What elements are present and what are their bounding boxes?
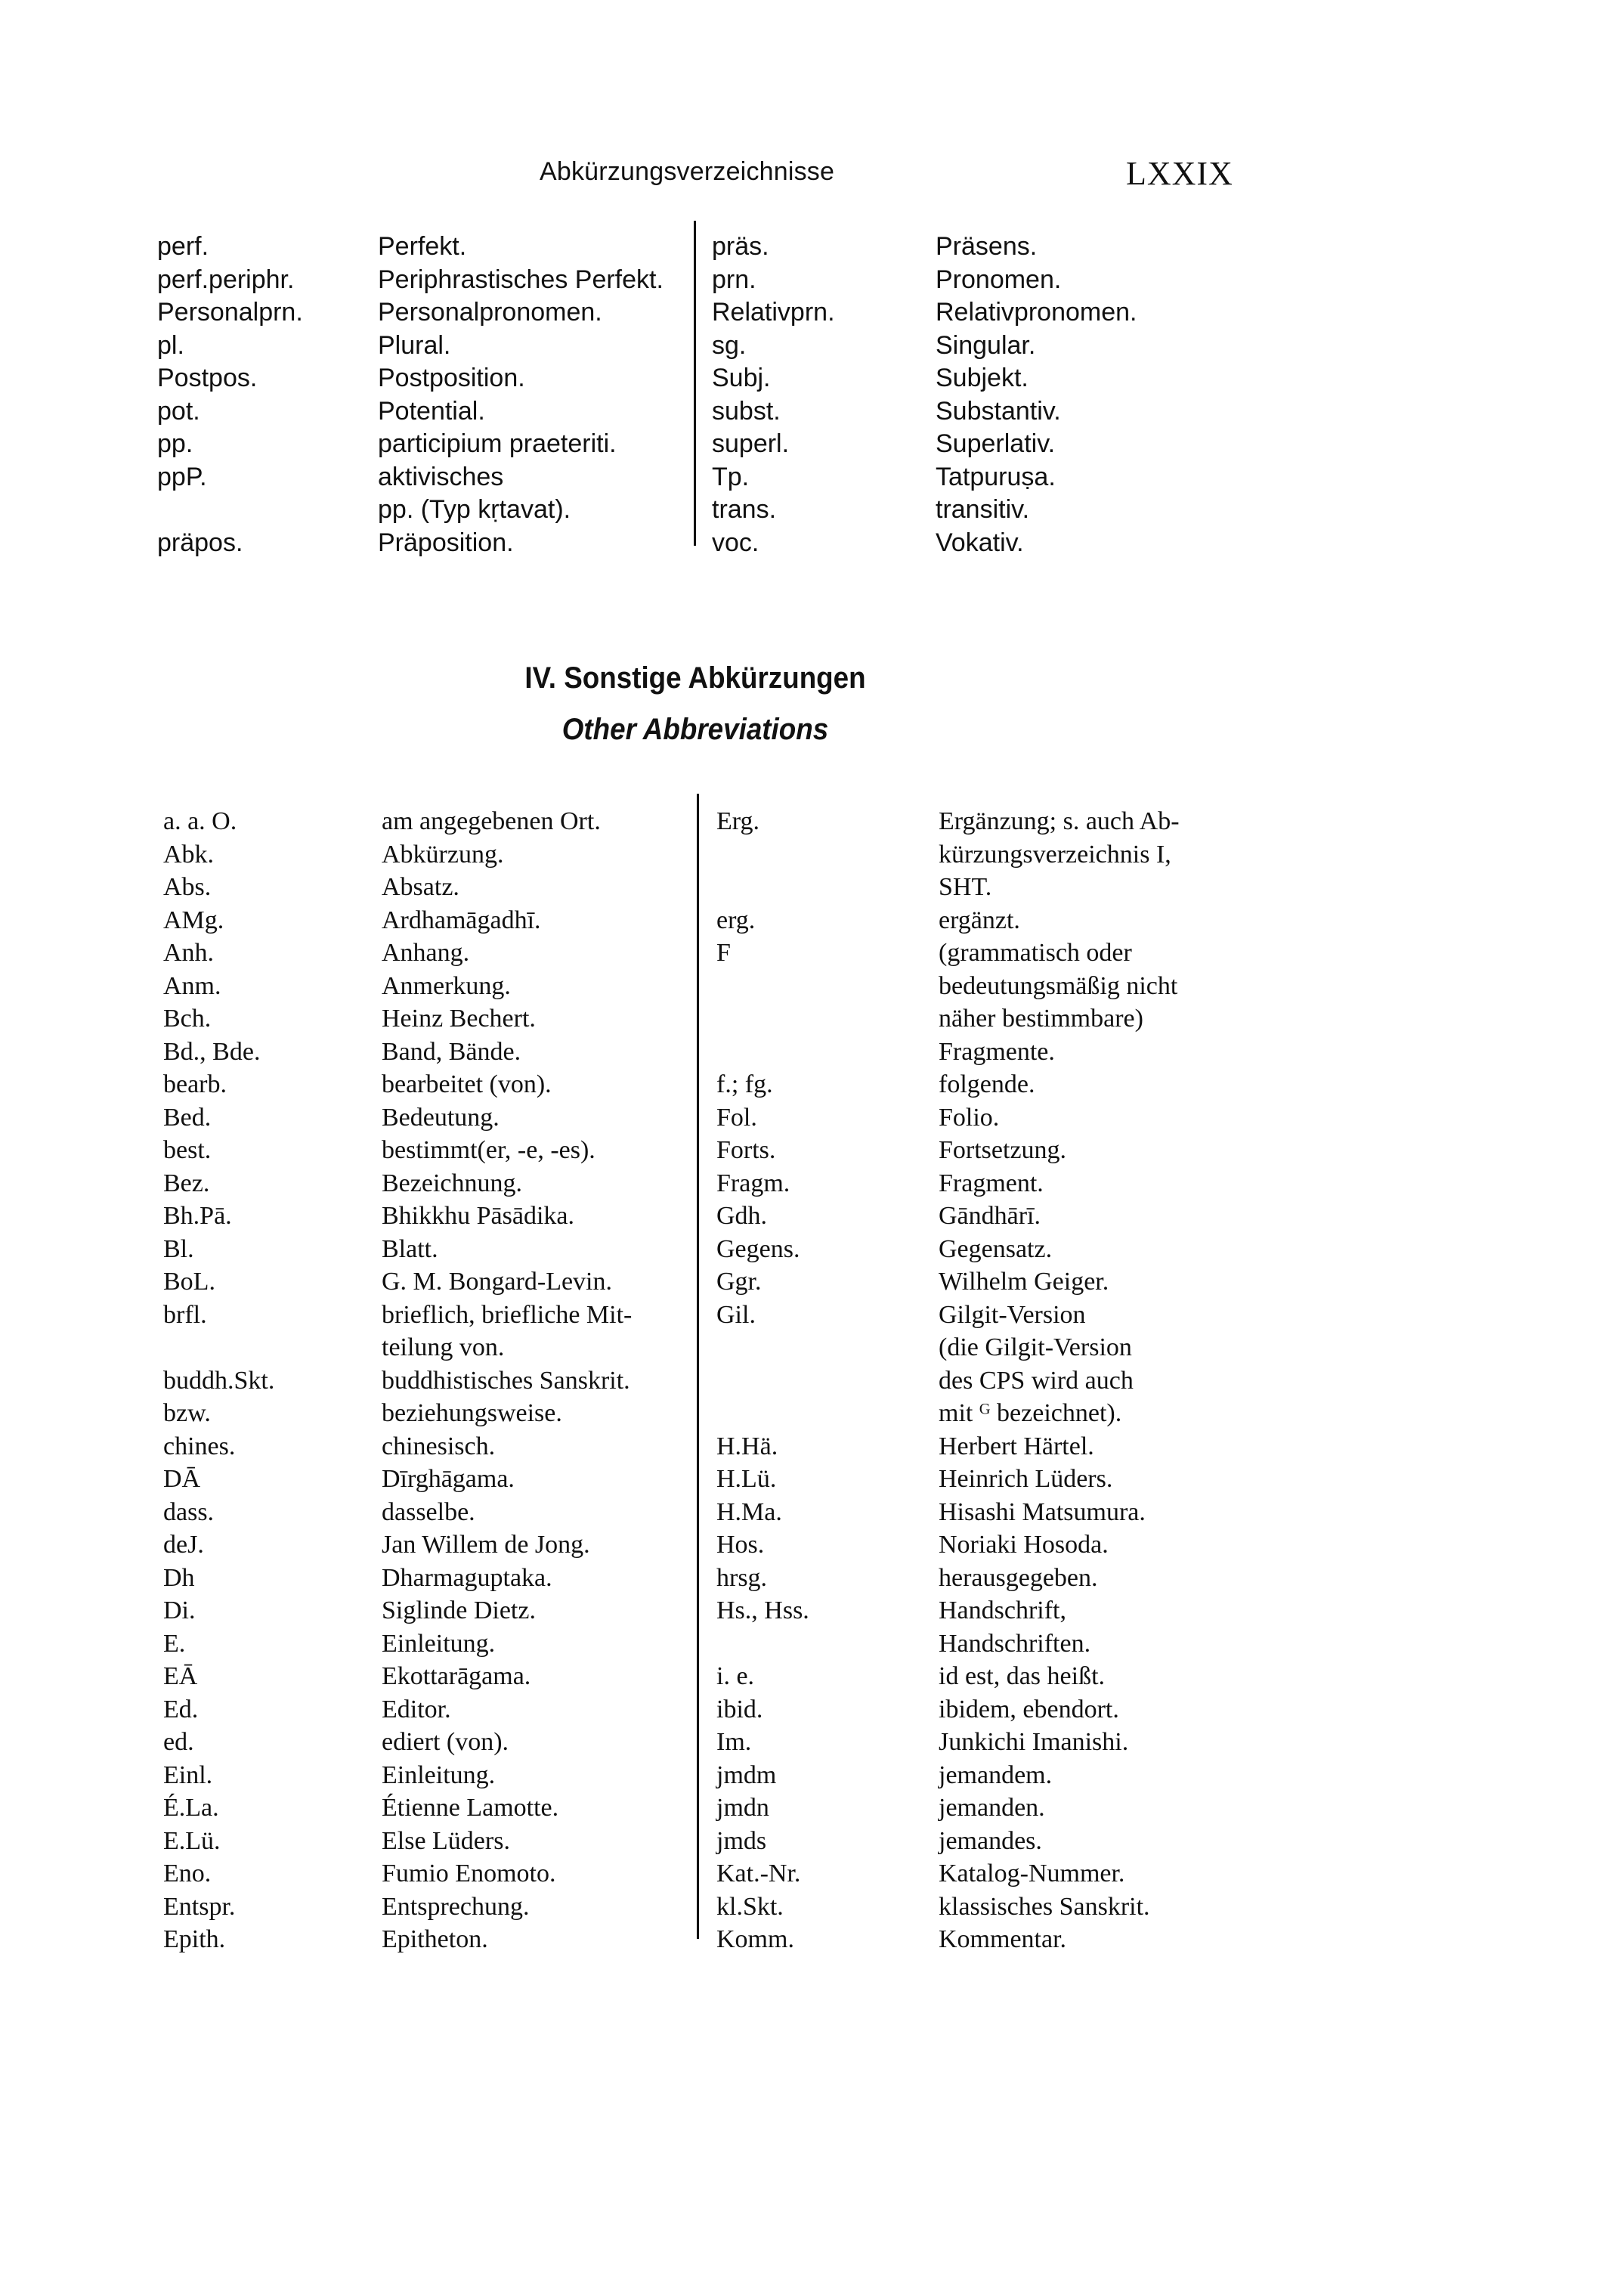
abbreviation-entry: E. <box>163 1629 186 1658</box>
meaning-entry: Entsprechung. <box>382 1892 530 1921</box>
abbreviation-entry: a. a. O. <box>163 807 237 835</box>
abbreviation-entry: hrsg. <box>716 1563 768 1592</box>
meaning-entry: Plural. <box>378 330 451 360</box>
meaning-entry: Personalpronomen. <box>378 298 602 327</box>
abbreviation-entry: Einl. <box>163 1760 213 1789</box>
abbreviation-entry: bearb. <box>163 1070 227 1098</box>
abbreviation-entry: ed. <box>163 1728 194 1756</box>
meaning-entry: Gilgit-Version <box>939 1300 1086 1329</box>
meaning-entry: kürzungsverzeichnis I, <box>939 840 1171 869</box>
meaning-entry: Bedeutung. <box>382 1103 500 1132</box>
abbreviation-entry: Entspr. <box>163 1892 236 1921</box>
abbreviation-entry: prn. <box>712 265 756 294</box>
meaning-entry: klassisches Sanskrit. <box>939 1892 1150 1921</box>
meaning-entry: Katalog-Nummer. <box>939 1860 1125 1887</box>
meaning-entry: Anmerkung. <box>382 971 511 1000</box>
meaning-entry: jemandes. <box>939 1826 1042 1855</box>
abbreviation-entry: kl.Skt. <box>716 1892 784 1921</box>
abbreviation-entry: Fol. <box>716 1103 757 1132</box>
meaning-entry: Fragment. <box>939 1169 1044 1197</box>
abbreviation-entry: Im. <box>716 1728 752 1756</box>
abbreviation-entry: Fragm. <box>716 1169 790 1197</box>
abbreviation-entry: Bh.Pā. <box>163 1202 232 1230</box>
abbreviation-entry: Di. <box>163 1596 196 1624</box>
abbreviation-entry: präpos. <box>157 528 243 557</box>
meaning-entry: Handschrift, <box>939 1596 1067 1624</box>
abbreviation-entry: Abs. <box>163 873 212 901</box>
meaning-entry: aktivisches <box>378 462 504 491</box>
meaning-entry: jemandem. <box>939 1760 1053 1789</box>
abbreviation-entry: Gegens. <box>716 1234 800 1263</box>
abbreviation-entry: dass. <box>163 1497 215 1526</box>
meaning-entry: des CPS wird auch <box>939 1366 1134 1395</box>
meaning-entry: Vokativ. <box>936 528 1024 557</box>
abbreviation-entry: jmds <box>716 1826 767 1855</box>
meaning-entry: Fortsetzung. <box>939 1136 1067 1164</box>
abbreviation-entry: É.La. <box>163 1794 219 1822</box>
meaning-entry: herausgegeben. <box>939 1563 1098 1592</box>
abbreviation-entry: jmdn <box>716 1794 769 1822</box>
meaning-entry: am angegebenen Ort. <box>382 807 601 835</box>
abbreviation-entry: sg. <box>712 330 747 360</box>
meaning-entry: Siglinde Dietz. <box>382 1596 536 1624</box>
meaning-entry: Ekottarāgama. <box>382 1662 531 1690</box>
meaning-entry: Relativpronomen. <box>936 298 1137 327</box>
meaning-entry: Junkichi Imanishi. <box>939 1728 1129 1756</box>
abbreviation-entry: Eno. <box>163 1860 212 1887</box>
abbreviation-entry <box>716 871 809 904</box>
section-title: IV. Sonstige Abkürzungen <box>524 661 866 695</box>
meaning-entry: Band, Bände. <box>382 1037 521 1066</box>
abbreviation-entry: Postpos. <box>157 364 258 392</box>
meaning-entry: Dharmaguptaka. <box>382 1563 552 1592</box>
meaning-entry: Ergänzung; s. auch Ab- <box>939 807 1180 835</box>
abbreviation-entry: Personalprn. <box>157 298 303 327</box>
meaning-entry: Hisashi Matsumura. <box>939 1497 1146 1526</box>
meaning-entry: Substantiv. <box>936 396 1061 426</box>
abbreviation-entry: DĀ <box>163 1465 201 1493</box>
abbreviation-entry: subst. <box>712 396 781 426</box>
meaning-entry: SHT. <box>939 873 992 901</box>
meaning-entry: (die Gilgit-Version <box>939 1333 1132 1361</box>
abbreviation-entry: H.Lü. <box>716 1465 777 1493</box>
other-left-abbreviation-column <box>163 805 274 1956</box>
abbreviation-entry: pot. <box>157 396 200 426</box>
meaning-entry: Superlativ. <box>936 429 1056 458</box>
meaning-entry: Präposition. <box>378 528 514 557</box>
abbreviation-entry: Abk. <box>163 840 215 869</box>
meaning-entry: Tatpuruṣa. <box>936 462 1056 491</box>
abbreviation-entry: trans. <box>712 495 777 524</box>
meaning-entry: Noriaki Hosoda. <box>939 1531 1109 1559</box>
abbreviation-entry <box>716 1002 809 1036</box>
meaning-entry: Else Lüders. <box>382 1826 510 1855</box>
meaning-entry: Bhikkhu Pāsādika. <box>382 1202 574 1230</box>
abbreviation-entry: buddh.Skt. <box>163 1366 275 1395</box>
abbreviation-entry: Forts. <box>716 1136 776 1164</box>
abbreviation-entry: i. e. <box>716 1662 755 1690</box>
meaning-entry: pp. (Typ kṛtavat). <box>378 495 571 524</box>
meaning-entry: brieflich, briefliche Mit- <box>382 1300 633 1329</box>
meaning-entry: Subjekt. <box>936 364 1029 392</box>
meaning-entry: Gegensatz. <box>939 1234 1053 1263</box>
abbreviation-entry: Gdh. <box>716 1202 768 1230</box>
abbreviation-entry: Relativprn. <box>712 298 835 327</box>
meaning-entry: Folio. <box>939 1103 1000 1132</box>
meaning-entry: bedeutungsmäßig nicht <box>939 971 1178 1000</box>
abbreviation-entry: Hs., Hss. <box>716 1596 809 1624</box>
meaning-entry: ibidem, ebendort. <box>939 1695 1119 1723</box>
abbreviation-entry: jmdm <box>716 1760 777 1789</box>
abbreviation-entry <box>716 1397 809 1430</box>
abbreviation-entry: Bez. <box>163 1169 210 1197</box>
abbreviation-entry: AMg. <box>163 906 224 934</box>
other-column-divider <box>697 794 699 1939</box>
abbreviation-entry <box>716 1627 809 1661</box>
meaning-entry: Abkürzung. <box>382 840 504 869</box>
meaning-entry: Singular. <box>936 330 1036 360</box>
meaning-entry: ergänzt. <box>939 906 1020 934</box>
meaning-entry: Anhang. <box>382 939 470 967</box>
meaning-entry: Einleitung. <box>382 1760 496 1789</box>
meaning-entry: Editor. <box>382 1695 451 1723</box>
meaning-entry: dasselbe. <box>382 1497 475 1526</box>
abbreviation-entry: H.Ma. <box>716 1497 782 1526</box>
meaning-entry: mit ᴳ bezeichnet). <box>939 1399 1122 1427</box>
abbreviation-entry: F <box>716 939 731 967</box>
abbreviation-entry: Bl. <box>163 1234 194 1263</box>
meaning-entry: Fumio Enomoto. <box>382 1860 556 1887</box>
meaning-entry: participium praeteriti. <box>378 429 617 458</box>
abbreviation-entry <box>716 1364 809 1398</box>
abbreviation-entry <box>716 970 809 1003</box>
abbreviation-entry: ppP. <box>157 462 207 491</box>
abbreviation-entry <box>716 1331 809 1364</box>
abbreviation-entry <box>163 1331 274 1364</box>
grammar-right-abbreviation-column <box>712 231 835 559</box>
abbreviation-entry: bzw. <box>163 1399 211 1427</box>
abbreviation-entry: E.Lü. <box>163 1826 221 1855</box>
meaning-entry: Bezeichnung. <box>382 1169 522 1197</box>
page-number: LXXIX <box>1126 155 1233 192</box>
meaning-entry: Dīrghāgama. <box>382 1465 515 1493</box>
abbreviation-entry: Hos. <box>716 1531 765 1559</box>
abbreviation-entry <box>716 1036 809 1069</box>
meaning-entry: Herbert Härtel. <box>939 1432 1094 1460</box>
abbreviation-entry: pl. <box>157 330 184 360</box>
abbreviation-entry: Bed. <box>163 1103 212 1132</box>
abbreviation-entry: Erg. <box>716 807 759 835</box>
meaning-entry: buddhistisches Sanskrit. <box>382 1366 630 1395</box>
other-right-abbreviation-column <box>716 805 809 1956</box>
abbreviation-entry: brfl. <box>163 1300 207 1329</box>
meaning-entry: jemanden. <box>939 1794 1045 1822</box>
meaning-entry: folgende. <box>939 1070 1035 1098</box>
meaning-entry: Periphrastisches Perfekt. <box>378 265 664 294</box>
abbreviation-entry: erg. <box>716 906 756 934</box>
abbreviation-entry: Anm. <box>163 971 221 1000</box>
abbreviation-entry <box>716 838 809 872</box>
abbreviation-entry: Ed. <box>163 1695 199 1723</box>
abbreviation-entry: pp. <box>157 429 193 458</box>
meaning-entry: Gāndhārī. <box>939 1202 1041 1230</box>
abbreviation-entry: best. <box>163 1136 212 1164</box>
meaning-entry: Blatt. <box>382 1234 438 1263</box>
meaning-entry: teilung von. <box>382 1333 505 1361</box>
abbreviation-entry: superl. <box>712 429 790 458</box>
abbreviation-entry: Gil. <box>716 1300 756 1329</box>
meaning-entry: Heinz Bechert. <box>382 1005 536 1033</box>
meaning-entry: Präsens. <box>936 232 1038 261</box>
abbreviation-entry: voc. <box>712 528 759 557</box>
abbreviation-entry: EĀ <box>163 1662 198 1690</box>
abbreviation-entry: Dh <box>163 1563 195 1592</box>
meaning-entry: ediert (von). <box>382 1728 509 1756</box>
abbreviation-entry: perf.periphr. <box>157 265 295 294</box>
abbreviation-entry: Subj. <box>712 364 771 392</box>
abbreviation-entry: Bch. <box>163 1005 212 1033</box>
meaning-entry: Pronomen. <box>936 265 1062 294</box>
meaning-entry: Postposition. <box>378 364 525 392</box>
abbreviation-entry: H.Hä. <box>716 1432 778 1460</box>
other-right-meaning-column <box>939 805 1180 1956</box>
abbreviation-entry: Bd., Bde. <box>163 1037 261 1066</box>
abbreviation-entry: Kat.-Nr. <box>716 1860 801 1887</box>
other-left-meaning-column <box>382 805 632 1956</box>
meaning-entry: Jan Willem de Jong. <box>382 1531 590 1559</box>
meaning-entry: Handschriften. <box>939 1629 1091 1658</box>
abbreviation-entry: Epith. <box>163 1925 226 1953</box>
meaning-entry: Epitheton. <box>382 1925 488 1953</box>
meaning-entry: chinesisch. <box>382 1432 496 1460</box>
meaning-entry: Étienne Lamotte. <box>382 1794 559 1822</box>
meaning-entry: Einleitung. <box>382 1629 496 1658</box>
meaning-entry: Heinrich Lüders. <box>939 1465 1113 1493</box>
abbreviation-entry: Komm. <box>716 1925 794 1953</box>
grammar-left-meaning-column <box>378 231 664 559</box>
meaning-entry: näher bestimmbare) <box>939 1005 1143 1033</box>
abbreviation-entry: deJ. <box>163 1531 204 1559</box>
grammar-column-divider <box>694 221 696 546</box>
abbreviation-entry: präs. <box>712 232 769 261</box>
abbreviation-entry: chines. <box>163 1432 236 1460</box>
running-title: Abkürzungsverzeichnisse <box>540 157 835 186</box>
abbreviation-entry: Ggr. <box>716 1268 762 1296</box>
grammar-left-abbreviation-column <box>157 231 303 559</box>
meaning-entry: G. M. Bongard-Levin. <box>382 1268 613 1296</box>
abbreviation-entry: Tp. <box>712 462 750 491</box>
meaning-entry: id est, das heißt. <box>939 1662 1106 1690</box>
meaning-entry: (grammatisch oder <box>939 939 1132 967</box>
meaning-entry: bestimmt(er, -e, -es). <box>382 1136 595 1164</box>
abbreviation-entry: f.; fg. <box>716 1070 773 1098</box>
section-subtitle: Other Abbreviations <box>561 713 829 746</box>
meaning-entry: Perfekt. <box>378 232 467 261</box>
meaning-entry: Absatz. <box>382 873 459 901</box>
meaning-entry: transitiv. <box>936 495 1030 524</box>
meaning-entry: Kommentar. <box>939 1925 1067 1953</box>
meaning-entry: Fragmente. <box>939 1037 1055 1066</box>
meaning-entry: Wilhelm Geiger. <box>939 1268 1109 1296</box>
abbreviation-entry: BoL. <box>163 1268 215 1296</box>
meaning-entry: bearbeitet (von). <box>382 1070 552 1098</box>
abbreviation-entry: ibid. <box>716 1695 763 1723</box>
abbreviation-entry: Anh. <box>163 939 215 967</box>
meaning-entry: beziehungsweise. <box>382 1399 562 1427</box>
meaning-entry: Potential. <box>378 396 485 426</box>
abbreviation-entry <box>157 494 303 527</box>
grammar-right-meaning-column <box>936 231 1137 559</box>
abbreviation-entry: perf. <box>157 232 209 261</box>
meaning-entry: Ardhamāgadhī. <box>382 906 541 934</box>
